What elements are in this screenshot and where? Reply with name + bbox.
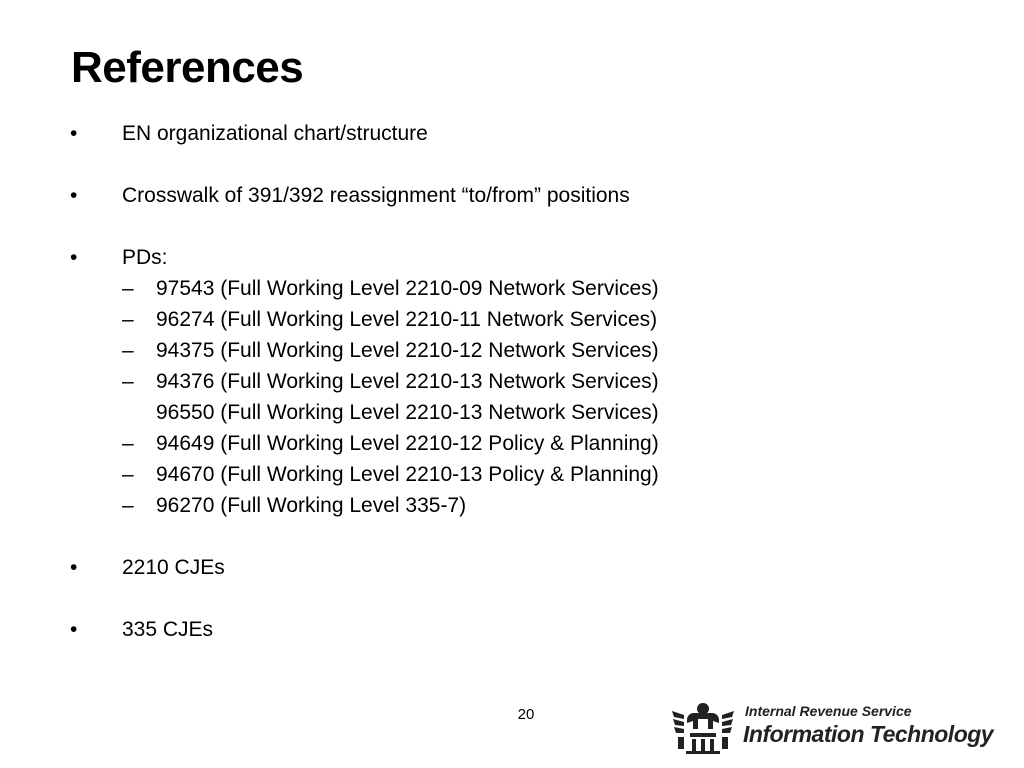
dash-symbol: – [122, 494, 134, 517]
sub-bullet-item [122, 490, 970, 521]
sub-bullet-item [122, 397, 970, 428]
bullet-item [70, 180, 970, 211]
bullet-symbol: • [70, 184, 78, 207]
bullet-item [70, 242, 970, 521]
dash-symbol: – [122, 277, 134, 300]
sub-bullet-item [122, 459, 970, 490]
bullet-text: 335 CJEs [122, 618, 214, 641]
dash-symbol: – [122, 432, 134, 455]
bullet-item [70, 118, 970, 149]
sub-bullet-text: 96274 (Full Working Level 2210-11 Network Services) [156, 308, 658, 331]
sub-bullet-text: 97543 (Full Working Level 2210-09 Network Services) [156, 277, 659, 300]
bullet-text: PDs: [122, 246, 168, 269]
bullet-item [70, 614, 970, 645]
bullet-symbol: • [70, 122, 78, 145]
bullet-symbol: • [70, 618, 78, 641]
bullet-list [70, 118, 970, 676]
logo-division-name: Information Technology [743, 721, 994, 747]
dash-symbol: – [122, 463, 134, 486]
sub-bullet-text: 96270 (Full Working Level 335-7) [156, 494, 467, 517]
logo-agency-name: Internal Revenue Service [745, 703, 912, 719]
sub-bullet-text: 94670 (Full Working Level 2210-13 Policy & Planning) [156, 463, 659, 486]
sub-bullet-text: 96550 (Full Working Level 2210-13 Network Services) [156, 401, 659, 424]
page-number: 20 [517, 706, 535, 723]
sub-bullet-item [122, 335, 970, 366]
sub-bullet-item [122, 428, 970, 459]
bullet-text: 2210 CJEs [122, 556, 225, 579]
irs-eagle-emblem-icon [670, 699, 736, 755]
sub-bullet-list [122, 273, 970, 521]
sub-bullet-text: 94376 (Full Working Level 2210-13 Network Services) [156, 370, 659, 393]
sub-bullet-text: 94649 (Full Working Level 2210-12 Policy & Planning) [156, 432, 659, 455]
sub-bullet-item [122, 366, 970, 397]
bullet-text: Crosswalk of 391/392 reassignment “to/from” positions [122, 184, 630, 207]
footer-logo [670, 697, 1006, 757]
dash-symbol: – [122, 339, 134, 362]
dash-symbol: – [122, 308, 134, 331]
bullet-item [70, 552, 970, 583]
sub-bullet-item [122, 304, 970, 335]
bullet-symbol: • [70, 556, 78, 579]
bullet-symbol: • [70, 246, 78, 269]
sub-bullet-text: 94375 (Full Working Level 2210-12 Network Services) [156, 339, 659, 362]
dash-symbol: – [122, 370, 134, 393]
slide-title: References [71, 43, 304, 92]
sub-bullet-item [122, 273, 970, 304]
bullet-text: EN organizational chart/structure [122, 122, 428, 145]
